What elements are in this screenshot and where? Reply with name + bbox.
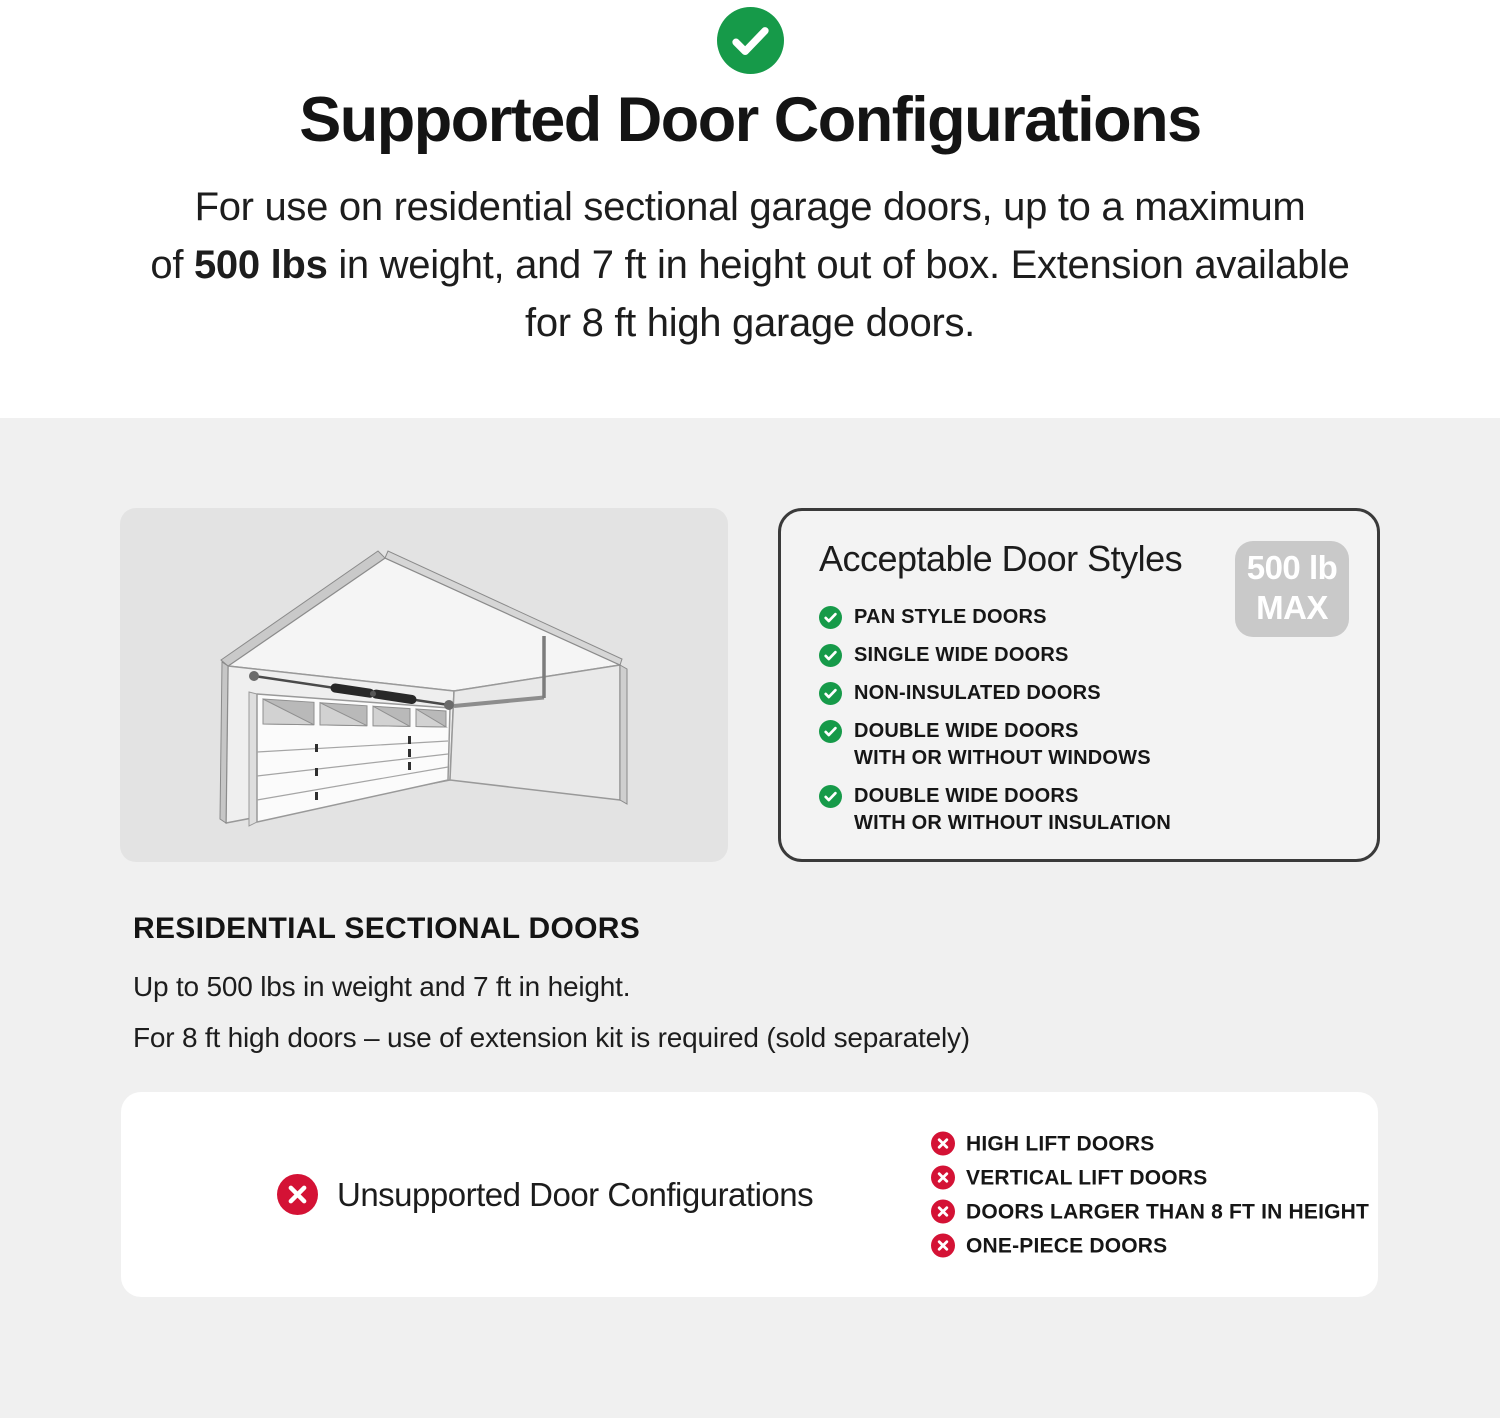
list-item [819, 680, 1249, 707]
check-circle-icon [717, 7, 784, 74]
list-item [931, 1233, 1369, 1258]
item-label: PAN STYLE DOORS [854, 606, 1047, 628]
item-label: ONE-PIECE DOORS [966, 1234, 1168, 1257]
item-label: SINGLE WIDE DOORS [854, 644, 1069, 666]
check-circle-icon [819, 785, 842, 808]
max-weight-badge [1235, 541, 1349, 637]
description-line2-pre: of [150, 243, 194, 287]
description-line3: for 8 ft high garage doors. [525, 301, 975, 345]
description-line1: For use on residential sectional garage doors, up to a maximum [194, 185, 1306, 229]
check-circle-icon [819, 606, 842, 629]
list-item [931, 1165, 1369, 1190]
max-weight-label: MAX [1256, 589, 1328, 626]
description-line2-post: in weight, and 7 ft in height out of box. Extension available [327, 243, 1350, 287]
item-label: DOUBLE WIDE DOORS [854, 720, 1079, 742]
acceptable-items-list [819, 604, 1249, 837]
list-item [931, 1131, 1369, 1156]
x-circle-icon [931, 1200, 955, 1224]
unsupported-panel-title: Unsupported Door Configurations [337, 1175, 814, 1213]
list-item [931, 1199, 1369, 1224]
page-title: Supported Door Configurations [299, 85, 1201, 155]
x-circle-icon [931, 1234, 955, 1258]
list-item [819, 642, 1249, 669]
item-label-line2: WITH OR WITHOUT WINDOWS [854, 747, 1151, 769]
unsupported-title-group [277, 1092, 813, 1297]
unsupported-panel [121, 1092, 1378, 1297]
x-circle-icon [931, 1132, 955, 1156]
item-label: DOUBLE WIDE DOORS [854, 785, 1079, 807]
item-label: DOORS LARGER THAN 8 FT IN HEIGHT [966, 1200, 1370, 1223]
list-item [819, 718, 1249, 772]
check-circle-icon [819, 644, 842, 667]
check-circle-icon [819, 682, 842, 705]
item-label-line2: WITH OR WITHOUT INSULATION [854, 812, 1172, 834]
x-circle-icon [931, 1166, 955, 1190]
max-weight-value: 500 lb [1246, 549, 1338, 586]
residential-line2: For 8 ft high doors – use of extension kit is required (sold separately) [133, 1022, 970, 1053]
acceptable-door-styles-panel [778, 508, 1380, 862]
residential-line1: Up to 500 lbs in weight and 7 ft in height. [133, 971, 631, 1002]
acceptable-panel-title: Acceptable Door Styles [819, 538, 1183, 579]
item-label: HIGH LIFT DOORS [966, 1132, 1155, 1155]
residential-doors-block [133, 912, 1233, 1073]
residential-heading: RESIDENTIAL SECTIONAL DOORS [133, 912, 641, 945]
garage-illustration [120, 508, 728, 862]
header-description [90, 178, 1410, 352]
item-label: VERTICAL LIFT DOORS [966, 1166, 1208, 1189]
unsupported-items-list [931, 1122, 1369, 1267]
item-label: NON-INSULATED DOORS [854, 682, 1101, 704]
garage-interior-drawing [120, 508, 728, 862]
x-circle-icon [277, 1174, 318, 1215]
description-weight-bold: 500 lbs [193, 243, 328, 287]
list-item [819, 604, 1249, 631]
list-item [819, 783, 1249, 837]
check-circle-icon [819, 720, 842, 743]
